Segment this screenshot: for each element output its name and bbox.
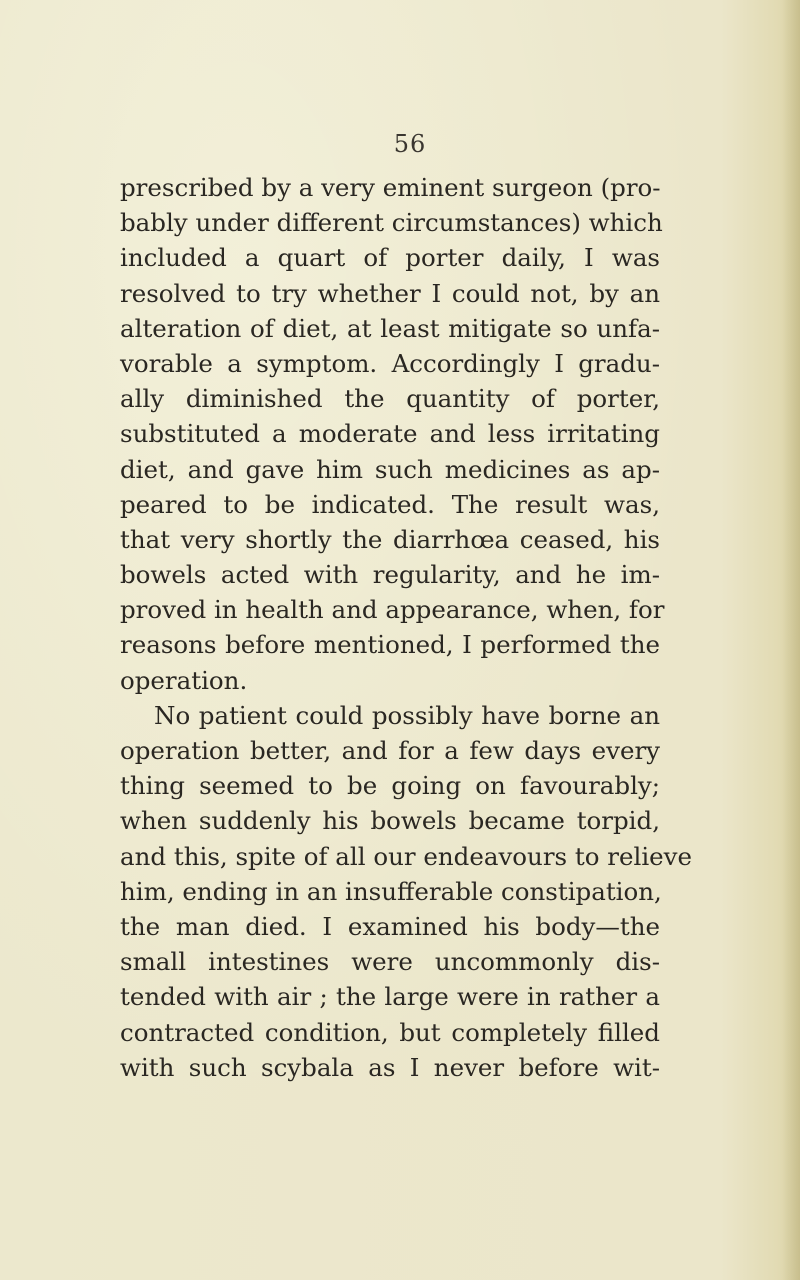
text-line: included a quart of porter daily, I was: [120, 243, 660, 273]
text-line: No patient could possibly have borne an: [154, 700, 660, 730]
text-line: the man died. I examined his body—the: [120, 911, 660, 941]
text-line: substituted a moderate and less irritating: [120, 419, 660, 449]
text-line: small intestines were uncommonly dis-: [120, 947, 660, 977]
text-line: peared to be indicated. The result was,: [120, 489, 660, 519]
text-line: tended with air ; the large were in rather a: [120, 982, 660, 1012]
text-line: operation.: [120, 665, 248, 695]
text-line: reasons before mentioned, I performed the: [120, 630, 660, 660]
text-line: resolved to try whether I could not, by an: [120, 278, 660, 308]
text-line: thing seemed to be going on favourably;: [120, 771, 660, 801]
text-line: when suddenly his bowels became torpid,: [120, 806, 660, 836]
text-line: proved in health and appearance, when, for: [120, 595, 665, 625]
text-line: bably under different circumstances) which: [120, 208, 663, 238]
text-line: and this, spite of all our endeavours to relieve: [120, 841, 693, 871]
text-line: with such scybala as I never before wit-: [120, 1052, 660, 1082]
paragraph-1: [120, 170, 665, 698]
text-line: that very shortly the diarrhœa ceased, his: [120, 524, 660, 554]
text-line: alteration of diet, at least mitigate so unfa-: [120, 313, 660, 343]
page-edge-shading: [782, 0, 800, 1280]
text-line: vorable a symptom. Accordingly I gradu-: [120, 348, 660, 378]
text-line: contracted condition, but completely filled: [120, 1017, 660, 1047]
text-line: ally diminished the quantity of porter,: [120, 384, 660, 414]
text-line: operation better, and for a few days every: [120, 736, 660, 765]
paragraph-2: [120, 698, 693, 1085]
text-line: bowels acted with regularity, and he im-: [120, 560, 660, 590]
text-line: him, ending in an insufferable constipation,: [120, 876, 662, 906]
page-number: 56: [393, 130, 427, 158]
text-line: prescribed by a very eminent surgeon (pro-: [120, 173, 661, 202]
text-line: diet, and gave him such medicines as ap-: [120, 454, 660, 484]
body-text: [120, 170, 693, 1085]
